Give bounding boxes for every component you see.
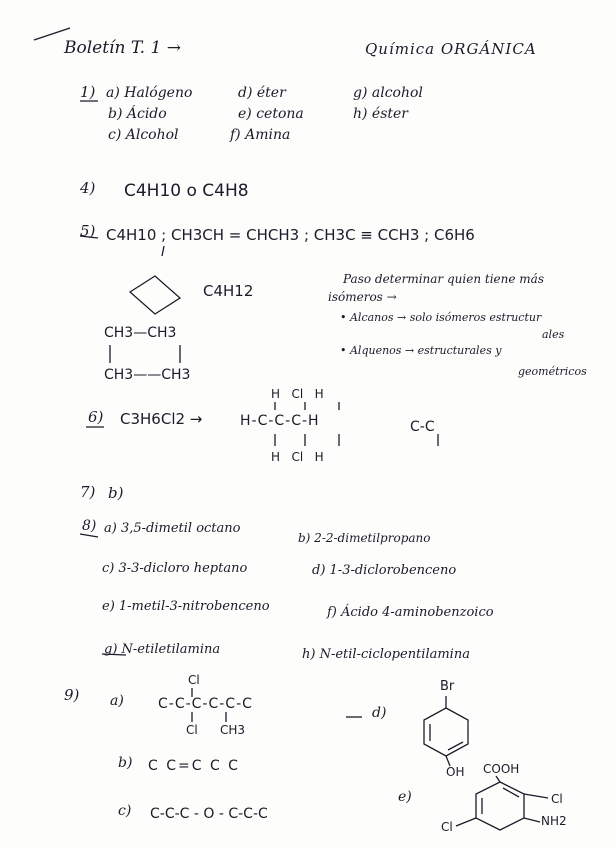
q9-label-a: a) [110,693,124,709]
q5-note-line4: ales [542,328,565,341]
q9-label-e: e) [398,789,412,805]
q6-formula: C3H6Cl2 → [120,410,203,428]
header-right: Química ORGÁNICA [365,40,537,58]
q9-label-d: d) [372,705,387,721]
q1-answer-f: f) Amina [230,127,291,143]
q5-structure-top: CH3—CH3 [104,325,177,341]
q6-structure-top: H Cl H [271,387,324,401]
q5-note-line6: geométricos [518,365,587,378]
q4-answer: C4H10 o C4H8 [124,181,249,201]
q1-answer-b: b) Ácido [108,106,167,122]
q9e-bond-cooh [496,776,500,782]
q9-a-substituent-2: CH3 [220,723,246,737]
q9e-bond-cl1 [524,794,548,798]
q1-answer-h: h) éster [353,106,409,122]
q1-answer-a: a) Halógeno [106,85,193,101]
q9-e-chloro-2: Cl [441,820,453,834]
q1-answer-e: e) cetona [238,106,304,122]
q6-number: 6) [88,408,104,426]
q8-answer-f: f) Ácido 4-aminobenzoico [327,605,494,620]
q8-answer-c: c) 3-3-dicloro heptano [102,561,248,576]
q8-underline [80,534,98,537]
q6-extra-fragment: C-C [410,419,435,435]
q8-number: 8) [82,518,97,534]
q8-answer-e: e) 1-metil-3-nitrobenceno [102,599,270,614]
q9d-double-bond-2 [448,742,463,750]
q6-structure-middle: H-C-C-C-H [240,413,320,429]
q8-answer-h: h) N-etil-ciclopentilamina [302,647,470,662]
q9e-double-bond-2 [503,788,519,797]
q8-answer-a: a) 3,5-dimetil octano [104,521,241,536]
header-left: Boletín T. 1 → [64,38,181,58]
q6-structure-bottom: H Cl H [271,450,324,464]
q4-number: 4) [80,179,96,197]
q9-number: 9) [64,686,80,704]
q7-number: 7) [80,483,96,501]
q9-a-top-substituent: Cl [188,673,200,687]
q9-label-c: c) [118,803,132,819]
q9e-benzene-ring [476,782,524,830]
q9e-bond-nh2 [524,818,540,822]
q7-answer: b) [108,484,124,502]
q9-c-chain: C-C-C - O - C-C-C [150,806,268,822]
q5-answer: C4H10 ; CH3CH = CHCH3 ; CH3C ≡ CCH3 ; C6H6 [106,226,475,244]
q5-note-line5: • Alquenos → estructurales y [340,344,502,357]
q9d-benzene-ring [424,708,468,756]
q9-d-bromo: Br [440,679,455,694]
q5-note-line2: isómeros → [328,290,397,304]
q9-a-substituent-1: Cl [186,723,198,737]
q5-note-line1: Paso determinar quien tiene más [343,272,544,286]
cyclobutane-square [130,276,180,314]
q5-structure-bottom: CH3——CH3 [104,367,191,383]
q5-number: 5) [80,222,96,240]
q9-e-carboxyl: COOH [483,762,520,776]
q1-answer-d: d) éter [238,85,286,101]
q5-note-line3: • Alcanos → solo isómeros estructur [340,311,542,324]
q1-answer-g: g) alcohol [353,85,423,101]
q8-answer-g: g) N-etiletilamina [104,642,221,657]
q8-answer-d: d) 1-3-diclorobenceno [312,563,457,578]
q9-d-hydroxyl: OH [446,765,465,779]
q1-number: 1) [80,83,96,101]
q9e-bond-cl2 [456,818,476,826]
q9-e-chloro-1: Cl [551,792,563,806]
q5-cyclo-formula: C4H12 [203,282,254,300]
q5-tick [162,246,164,256]
q9-label-b: b) [118,755,133,771]
q1-answer-c: c) Alcohol [108,127,179,143]
q8-answer-b: b) 2-2-dimetilpropano [298,531,431,545]
q9-e-amino: NH2 [541,814,567,828]
q9-a-chain: C-C-C-C-C-C [158,696,253,712]
q9-b-chain: C C=C C C [148,758,240,774]
